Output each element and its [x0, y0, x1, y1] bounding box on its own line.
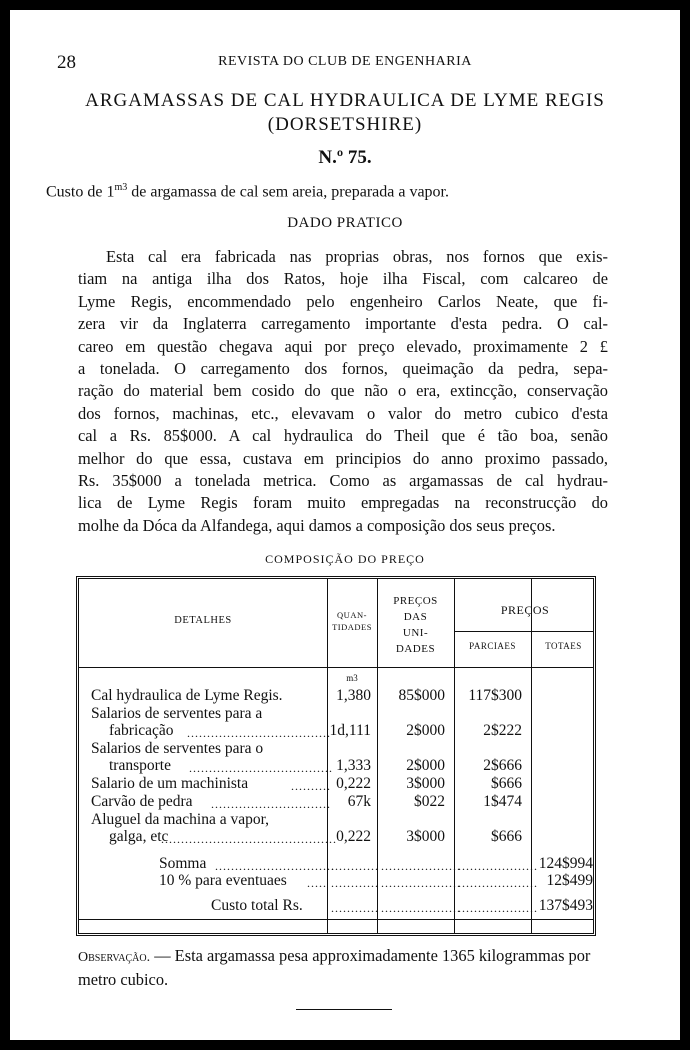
row-partial: 117$300: [468, 687, 522, 704]
paragraph-line: Esta cal era fabricada nas proprias obras, nos fornos que exis-: [106, 247, 608, 266]
article-title-subline: (DORSETSHIRE): [267, 114, 423, 135]
paragraph-line: Rs. 35$000 a tonelada metrica. Como as argamassas de cal hydrau-: [78, 471, 608, 491]
price-table: [76, 576, 596, 936]
row-detail: Salario de um machinista: [91, 775, 249, 792]
eventuaes-value: 12$499: [546, 872, 593, 889]
header-precos-unidades-line: DAS: [403, 611, 428, 623]
observation-label: Observação.: [78, 950, 151, 965]
paragraph-line: cal a Rs. 85$000. A cal hydraulica do Theil que é tão boa, senão: [78, 426, 608, 446]
leader-dots: .....: [307, 876, 327, 890]
header-detalhes: DETALHES: [174, 615, 232, 626]
row-unit-price: 3$000: [406, 828, 445, 845]
row-quantity: 1,333: [336, 757, 371, 774]
leader-dots: ..............................: [211, 797, 331, 811]
header-quantidades: [327, 609, 377, 633]
row-detail: Cal hydraulica de Lyme Regis.: [91, 687, 283, 704]
row-detail-continued: transporte: [109, 757, 171, 774]
article-title: ARGAMASSAS DE CAL HYDRAULICA DE LYME REGIS: [85, 90, 605, 111]
row-partial: 1$474: [483, 793, 522, 810]
row-quantity: 0,222: [336, 775, 371, 792]
paragraph-line: molhe da Dóca da Alfandega, aqui damos a composição dos seus preços.: [78, 515, 556, 535]
leader-dots: ..........: [291, 779, 331, 793]
eventuaes-label: 10 % para eventuaes: [159, 872, 287, 889]
article-number: N.º 75.: [318, 147, 372, 168]
total-label: Custo total Rs.: [211, 897, 303, 914]
header-precos: PREÇOS: [500, 603, 550, 617]
header-precos-unidades: [377, 593, 454, 657]
leader-dots: ....................................: [189, 761, 333, 775]
header-quantidades-line: QUAN-: [337, 610, 367, 620]
leader-dots: ....................: [458, 901, 538, 915]
row-detail-continued: galga, etc: [109, 828, 169, 845]
page-number: 28: [57, 52, 76, 73]
row-partial: 2$666: [483, 757, 522, 774]
subtitle-before: Custo de 1: [46, 183, 115, 201]
row-unit-price: 3$000: [406, 775, 445, 792]
paragraph-line: careo em questão chegava aqui por preço elevado, proximamente 2 £: [78, 336, 608, 356]
header-precos-unidades-line: PREÇOS: [393, 595, 438, 607]
leader-dots: ....................: [458, 876, 538, 890]
table-caption: COMPOSIÇÃO DO PREÇO: [265, 552, 425, 566]
running-header: REVISTA DO CLUB DE ENGENHARIA: [218, 54, 472, 69]
leader-dots: ............: [331, 901, 379, 915]
header-quantidades-line: TIDADES: [332, 622, 372, 632]
somma-value: 124$994: [538, 855, 593, 872]
precos-subrule: [454, 631, 593, 632]
row-partial: $666: [491, 828, 522, 845]
total-value: 137$493: [538, 897, 593, 914]
leader-dots: ..............................: [215, 859, 335, 873]
somma-label: Somma: [159, 855, 207, 872]
leader-dots: ............................................: [161, 832, 337, 846]
header-rule: [79, 667, 593, 668]
paragraph-line: Lyme Regis, encommendado pelo engenheiro Carlos Neate, que fi-: [78, 291, 608, 311]
article-subtitle: [46, 182, 449, 201]
subtitle-after: de argamassa de cal sem areia, preparada a vapor.: [127, 183, 449, 201]
leader-dots: ....................: [381, 859, 461, 873]
unit-marker: m3: [346, 673, 358, 683]
subtitle-sup: m3: [114, 182, 128, 193]
header-parciaes: PARCIAES: [469, 641, 516, 651]
header-precos-unidades-line: UNI-: [402, 627, 429, 639]
observation-text: — Esta argamassa pesa approximadamente 1365 kilogrammas por metro cubico.: [78, 946, 591, 990]
paragraph-line: melhor do que essa, custava em principios do anno proximo passado,: [78, 448, 608, 468]
row-partial: 2$222: [483, 722, 522, 739]
row-quantity: 1,380: [336, 687, 371, 704]
leader-dots: ....................................: [187, 726, 331, 740]
row-detail-continued: fabricação: [109, 722, 174, 739]
document-page: [10, 10, 680, 1040]
observation-note: [78, 945, 618, 992]
row-detail: Salarios de serventes para o: [91, 740, 264, 757]
paragraph-line: zera vir da Inglaterra carregamento importante d'esta pedra. O cal-: [78, 314, 608, 334]
paragraph-line: dos fornos, machinas, etc., elevavam o valor do metro cubico d'esta: [78, 403, 608, 423]
header-totaes: TOTAES: [545, 641, 582, 651]
body-paragraph: [78, 246, 608, 537]
leader-dots: ............: [331, 876, 379, 890]
row-detail: Aluguel da machina a vapor,: [91, 811, 269, 828]
header-precos-unidades-line: DADES: [395, 643, 436, 655]
row-partial: $666: [491, 775, 522, 792]
closing-rule: [296, 1009, 392, 1010]
leader-dots: ....................: [381, 901, 461, 915]
paragraph-line: ração do material bem cosido do que não o era, extincção, conservação: [78, 381, 608, 401]
leader-dots: ....................: [381, 876, 461, 890]
paragraph-line: lica de Lyme Regis foram muito empregadas na reconstrucção do: [78, 493, 608, 513]
row-detail: Salarios de serventes para a: [91, 705, 263, 722]
leader-dots: ....................: [458, 859, 538, 873]
row-unit-price: 2$000: [406, 757, 445, 774]
row-unit-price: 85$000: [398, 687, 445, 704]
row-quantity: 67k: [347, 793, 371, 810]
paragraph-line: tiam na antiga ilha dos Ratos, hoje ilha Fiscal, com calcareo de: [78, 269, 608, 289]
paragraph-line: a tonelada. O carregamento dos fornos, queimação da pedra, sepa-: [78, 359, 608, 379]
row-unit-price: $022: [414, 793, 445, 810]
leader-dots: ............: [331, 859, 379, 873]
section-heading: DADO PRATICO: [287, 215, 403, 231]
row-quantity: 0,222: [336, 828, 371, 845]
row-detail: Carvão de pedra: [91, 793, 193, 810]
row-quantity: 1d,111: [329, 722, 371, 739]
row-unit-price: 2$000: [406, 722, 445, 739]
bottom-rule: [79, 919, 593, 920]
